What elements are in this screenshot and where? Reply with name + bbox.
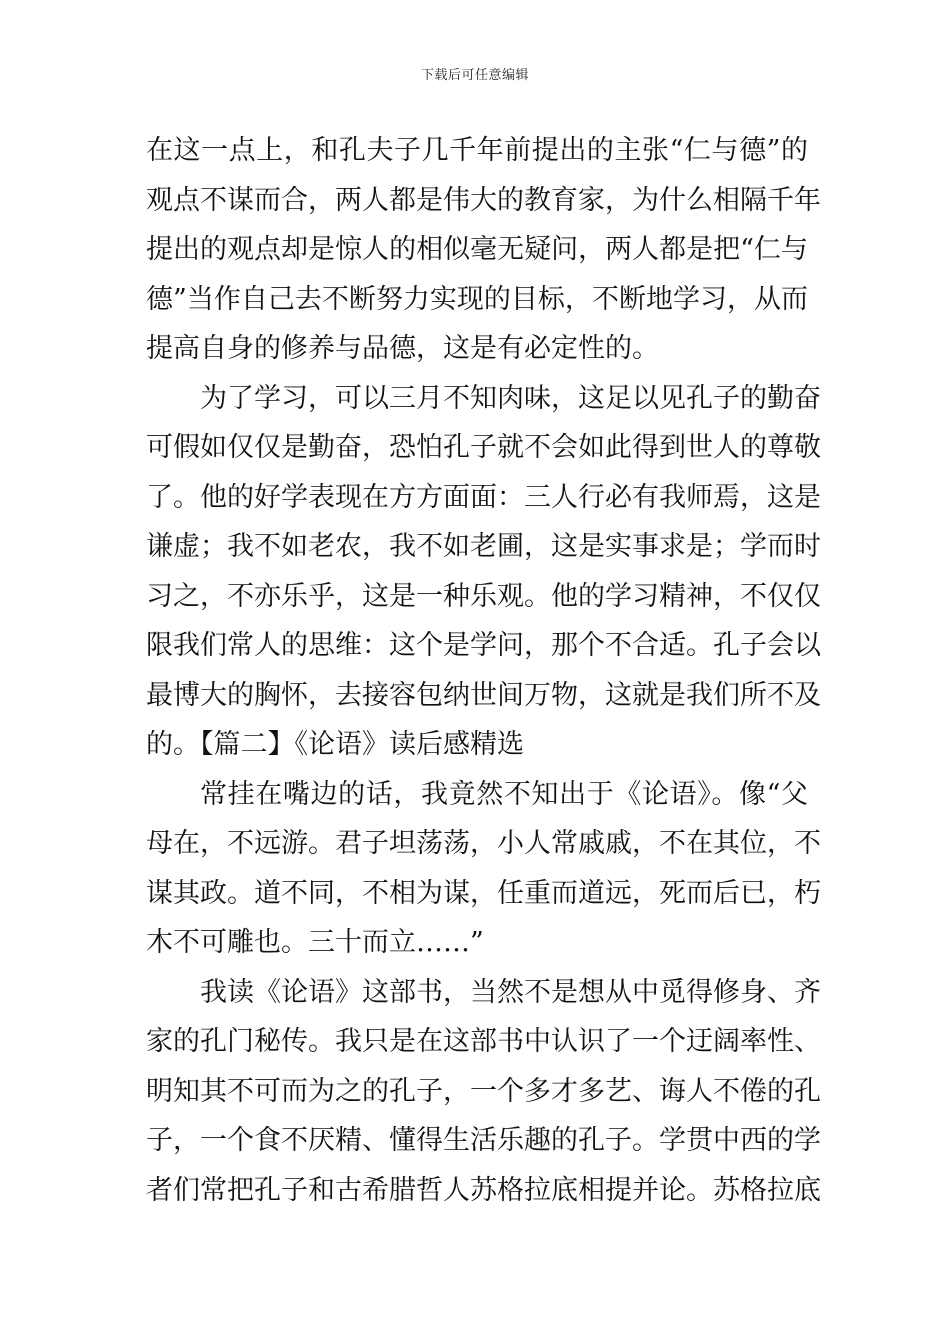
text-line: 限我们常人的思维：这个是学问，那个不合适。孔子会以 (146, 630, 821, 661)
text-line: 母在，不远游。君子坦荡荡，小人常戚戚，不在其位，不 (146, 828, 821, 859)
text-line: 在这一点上，和孔夫子几千年前提出的主张“仁与德”的 (146, 135, 808, 166)
text-line: 木不可雕也。三十而立……” (146, 927, 484, 958)
text-line: 我读《论语》这部书，当然不是想从中觅得修身、齐 (200, 976, 821, 1008)
text-line: 明知其不可而为之的孔子，一个多才多艺、诲人不倦的孔 (146, 1075, 821, 1107)
text-line: 习之，不亦乐乎，这是一种乐观。他的学习精神，不仅仅 (146, 580, 821, 612)
text-line: 的。【篇二】《论语》读后感精选 (146, 729, 524, 760)
text-line: 谦虚；我不如老农，我不如老圃，这是实事求是；学而时 (146, 531, 821, 562)
text-line: 家的孔门秘传。我只是在这部书中认识了一个迂阔率性、 (146, 1026, 821, 1057)
text-line: 者们常把孔子和古希腊哲人苏格拉底相提并论。苏格拉底 (146, 1174, 821, 1206)
text-line: 提出的观点却是惊人的相似毫无疑问，两人都是把“仁与 (146, 234, 808, 265)
text-line: 德”当作自己去不断努力实现的目标，不断地学习，从而 (146, 283, 808, 315)
document-body (146, 126, 821, 1215)
text-line: 可假如仅仅是勤奋，恐怕孔子就不会如此得到世人的尊敬 (146, 432, 821, 463)
text-line: 了。他的好学表现在方方面面：三人行必有我师焉，这是 (146, 481, 821, 513)
text-line: 提高自身的修养与品德，这是有必定性的。 (146, 333, 659, 364)
text-line: 为了学习，可以三月不知肉味，这足以见孔子的勤奋 (200, 382, 821, 414)
text-line: 观点不谋而合，两人都是伟大的教育家，为什么相隔千年 (146, 184, 821, 216)
text-line: 谋其政。道不同，不相为谋，任重而道远，死而后已，朽 (146, 877, 821, 909)
text-line: 最博大的胸怀，去接容包纳世间万物，这就是我们所不及 (146, 679, 821, 711)
page-header: 下载后可任意编辑 (420, 68, 529, 83)
text-line: 常挂在嘴边的话，我竟然不知出于《论语》。像“父 (200, 778, 808, 810)
text-line: 子，一个食不厌精、懂得生活乐趣的孔子。学贯中西的学 (146, 1125, 821, 1156)
